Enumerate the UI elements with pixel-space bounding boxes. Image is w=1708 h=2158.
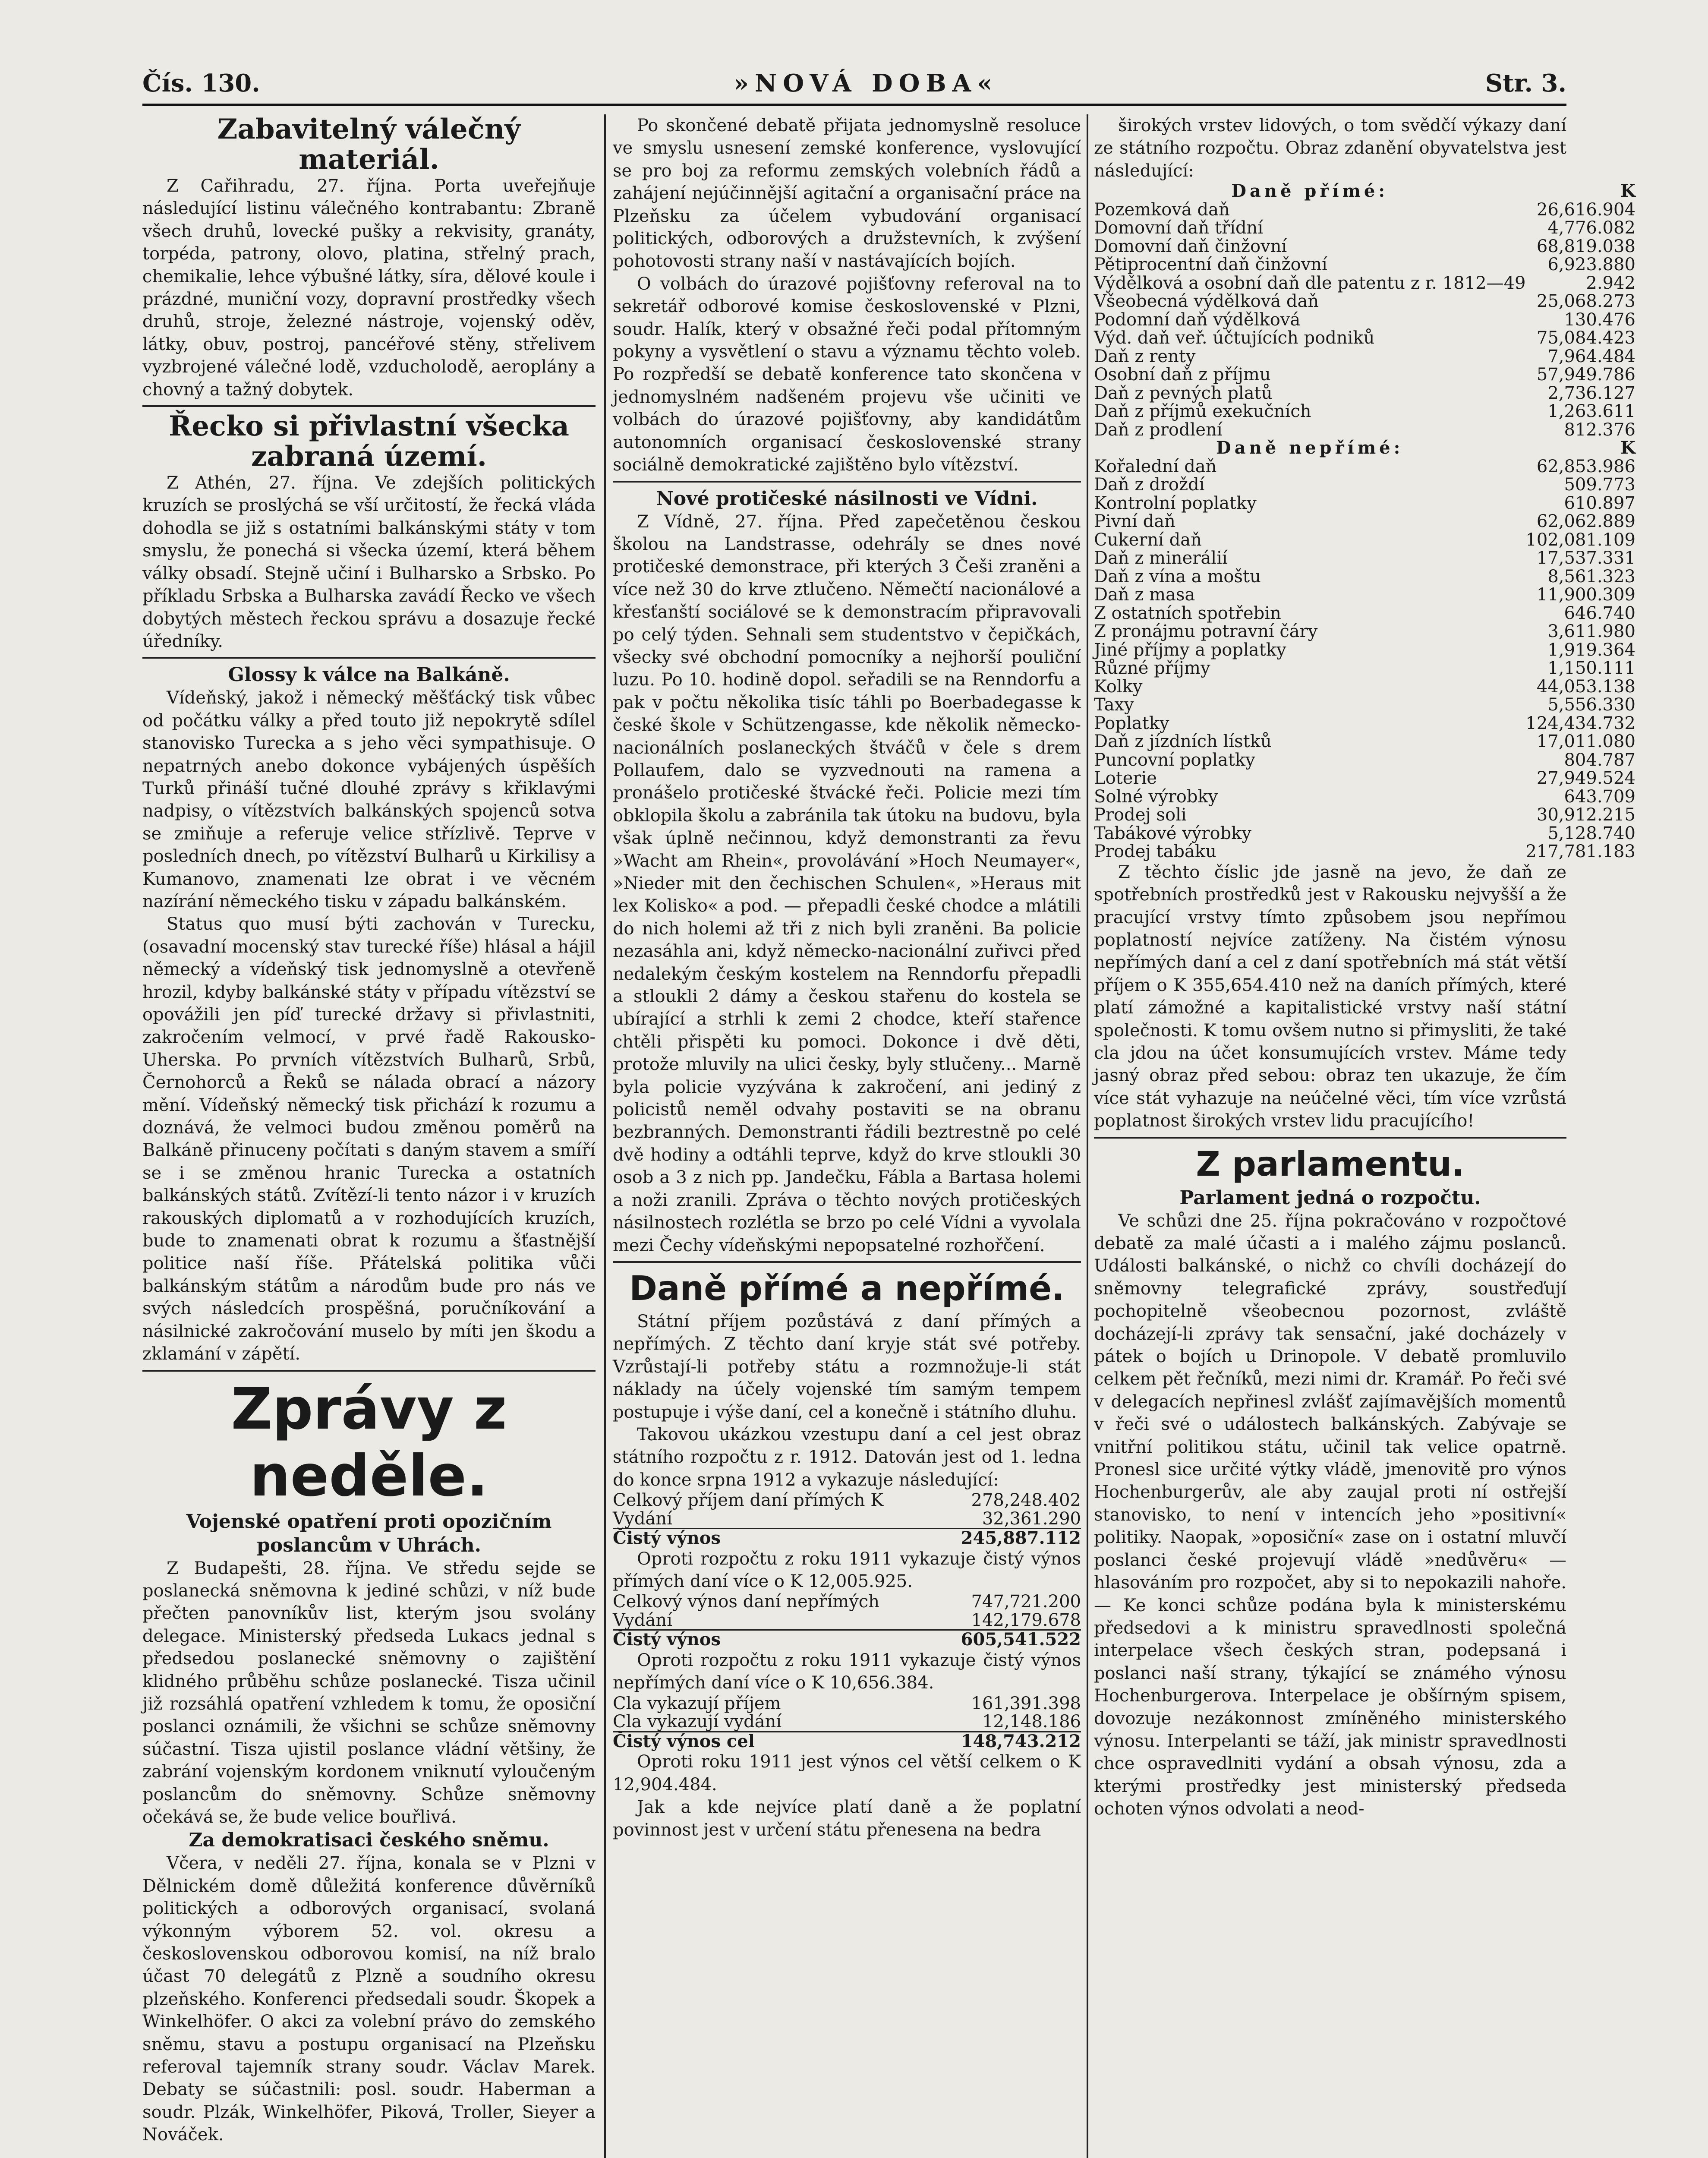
article-text: Po skončené debatě přijata jednomyslně resoluce ve smyslu usnesení zemské konference, vyslovující se pro boj za reformu zemských volebních řádů a zahájení nejúčinnější agitační a organisační práce na Plzeňsku za účelem vybudování organisací politických, odborových a družstevních, k zvýšení pohotovosti strany naší v nastávajících bojích. [613, 116, 1081, 271]
article-text: širokých vrstev lidových, o tom svědčí výkazy daní ze státního rozpočtu. Obraz zdanění obyvatelstva jest následující: [1094, 116, 1566, 181]
column-2 [613, 114, 1081, 2158]
tax-row: Výd. daň veř. účtujících podniků 75,084.423 [1094, 328, 1636, 348]
tax-row: Pivní daň 62,062.889 [1094, 511, 1636, 532]
tax-row: Výdělková a osobní daň dle patentu z r. 1812—49 2.942 [1094, 273, 1636, 293]
tax-row: Prodej tabáku 217,781.183 [1094, 842, 1636, 862]
article-text: Oproti rozpočtu z roku 1911 vykazuje čistý výnos přímých daní více o K 12,005.925. [613, 1549, 1081, 1592]
tax-row: Domovní daň třídní 4,776.082 [1094, 218, 1636, 238]
tax-row: Daň z vína a moštu 8,561.323 [1094, 566, 1636, 587]
article-text: Z Vídně, 27. října. Před zapečetěnou českou školou na Landstrasse, odehrály se dnes nové protičeské demonstrace, při kterých 3 Češi zraněni a více než 30 do krve ztlučeno. Němečtí nacionálové a křesťanští sociálové se k demonstracím připravovali po celý týden. Sehnali sem studentstvo v čepičkách, všecky své obchodní pomocníky a nejhorší pouliční luzu. Po 10. hodině dopol. seřadili se na Renndorfu a pak v počtu několika tisíc táhli po Boerbadegasse k české škole v Schützengasse, kde několik německo-nacionálních poslaneckých štváčů v čele s drem Pollaufem, dalo se vyzvednouti na ramena a pronášelo protičeské štvácké řeči. Policie mezi tím obklopila školu a zabránila tak útoku na budovu, byla však úplně nečinnou, když demonstranti za řevu »Wacht am Rhein«, provolávání »Hoch Neumayer«, »Nieder mit den čechischen Schulen«, »Heraus mit lex Kolisko« a pod. — přepadli české chodce a mlátili do nich holemi až tři z nich byli zraněni. Ba policie nezasáhla ani, když německo-nacionální zuřivci před nedalekým českým kostelem na Renndorfu přepadli a stloukli 2 dámy a českou stařenu do kostela se ubírající a strhli k zemi 2 chodce, kteří stařence chtěli přispěti ku pomoci. Dokonce i dvě děti, protože mluvily na ulici česky, byly stlučeny... Marně byla policie vyzývána k zakročení, ani jediný z policistů neměl odvahy postaviti se na obranu bezbranných. Demonstranti řádili beztrestně po celé dvě hodiny a odtáhli teprve, když do krve stloukli 30 osob a 3 z nich pp. Jandečku, Fábla a Bartasa holemi a noži zranili. Zpráva o těchto nových protičeských násilnostech rozlétla se brzo po celé Vídni a vyvolala mezi Čechy vídeňskými nepopsatelné rozhořčení. [613, 511, 1081, 1256]
direct-taxes-table: Daně přímé: K Pozemková daň 26,616.904 Domovní daň třídní 4,776.082 Domovní daň činžovní 68,819.038 Pětiprocentní daň činžovní 6,923.880 Výdělková a osobní daň dle patentu z r. 1812—49 2.942 Všeobecná výdělková daň 25,068.273 Podomní daň výdělková 130.476 Výd. daň veř. účtujících podniků 75,084.423 Daň z renty 7,964.484 Osobní daň z příjmu 57,949.786 Daň z pevných platů 2,736.127 Daň z příjmů exekučních 1,263.611 Daň z prodlení 812.376 Daně nepřímé: K Kořalední daň 62,853.986 Daň z droždí 509.773 Kontrolní poplatky 610.897 Pivní daň 62,062.889 Cukerní daň 102,081.109 Daň z minerálií 17,537.331 Daň z vína a moštu 8,561.323 Daň z masa 11,900.309 Z ostatních spotřebin 646.740 Z pronájmu potravní čáry 3,611.980 Jiné příjmy a poplatky 1,919.364 Různé příjmy 1,150.111 Kolky 44,053.138 Taxy 5,556.330 Poplatky 124,434.732 Daň z jízdních lístků 17,011.080 Puncovní poplatky 804.787 Loterie 27,949.524 Solné výrobky 643.709 Prodej soli 30,912.215 Tabákové výrobky 5,128.740 Prodej tabáku 217,781.183 [1094, 181, 1636, 862]
newspaper-title: »NOVÁ DOBA« [734, 69, 999, 98]
tax-row: Taxy 5,556.330 [1094, 695, 1636, 715]
tax-row: Daň z droždí 509.773 [1094, 475, 1636, 495]
tax-row: Jiné příjmy a poplatky 1,919.364 [1094, 640, 1636, 660]
column-rule [1087, 114, 1088, 2158]
article-text: Takovou ukázkou vzestupu daní a cel jest obraz státního rozpočtu z r. 1912. Datován jest od 1. ledna do konce srpna 1912 a vykazuje následující: [613, 1424, 1081, 1490]
article-text: Oproti roku 1911 jest výnos cel větší celkem o K 12,904.484. [613, 1752, 1081, 1795]
tax-row: Daň z prodlení 812.376 [1094, 420, 1636, 440]
masthead [142, 65, 1566, 106]
tax-row: Daň z minerálií 17,537.331 [1094, 548, 1636, 568]
article-text: Status quo musí býti zachován v Turecku, (osavadní mocenský stav turecké říše) hlásal a hájil německý a vídeňský tisk jednomyslně a otevřeně hrozil, kdyby balkánské státy v případu vítězství se opovážili jen píď turecké državy si přivlastniti, zakročením velmocí, v prvé řadě Rakousko-Uherska. Po prvních vítězstvích Bulharů, Srbů, Černohorců a Řeků se nálada obrací a názory mění. Vídeňský německý tisk přichází k rozumu a doznává, že velmoci budou změnou poměrů na Balkáně přinuceny počítati s daným stavem a smíří se i se změnou hranic Turecka a ostatních balkánských států. Zvítězí-li tento názor i v kruzích rakouských diplomatů a v rozhodujících kruzích, bude to znamenati obrat k rozumu a šťastnější politice naší říše. Přátelská politika vůči balkánským státům a národům bude pro nás ve svých následcích prospěšná, poručníkování a násilnické zakročování muselo by míti jen škodu a zklamání v zápětí. [142, 914, 596, 1364]
column-rule [604, 114, 606, 2158]
tax-row: Kolky 44,053.138 [1094, 676, 1636, 697]
tax-row: Kořalední daň 62,853.986 [1094, 456, 1636, 476]
article-headline: Za demokratisaci českého sněmu. [189, 1829, 549, 1852]
tax-row: Daň z jízdních lístků 17,011.080 [1094, 732, 1636, 752]
tax-row: Loterie 27,949.524 [1094, 768, 1636, 789]
tax-row: Z ostatních spotřebin 646.740 [1094, 603, 1636, 623]
tax-row: Kontrolní poplatky 610.897 [1094, 493, 1636, 513]
tax-row: Daň z masa 11,900.309 [1094, 585, 1636, 605]
article-text: Z Athén, 27. října. Ve zdejších politických kruzích se proslýchá se vší určitostí, že řecká vláda dohodla se již s ostatními balkánskými státy v tom smyslu, že ponechá si všecka území, která během války obsadí. Stejně učiní i Bulharsko a Srbsko. Po příkladu Srbska a Bulharska zavádí Řecko ve všech dobytých městech řeckou správu a dosazuje řecké úředníky. [142, 473, 596, 651]
article-headline: Zabavitelný válečný materiál. [217, 113, 521, 176]
article-text: Z Budapešti, 28. října. Ve středu sejde se poslanecká sněmovna k jediné schůzi, v níž bude přečten panovníkův list, kterým jsou svolány delegace. Ministerský předseda Lukacs jednal s předsedou poslanecké sněmovny o zajištění klidného průběhu schůze poslanecké. Tisza učinil již rozsáhlá opatření vzhledem k tomu, že oposiční poslanci oznámili, že všichni se schůze sněmovny súčastní. Tisza ujistil poslance vládní většiny, že zabrání vojenským kordonem vniknutí vyloučeným poslancům do sněmovny. Schůze sněmovny očekává se, že bude velice bouřlivá. [142, 1558, 596, 1827]
article-headline: Nové protičeské násilnosti ve Vídni. [656, 487, 1038, 510]
tax-row: Daň z pevných platů 2,736.127 [1094, 383, 1636, 403]
article-text: Oproti rozpočtu z roku 1911 vykazuje čistý výnos nepřímých daní více o K 10,656.384. [613, 1650, 1081, 1693]
section-headline: Daně přímé a nepřímé. [629, 1269, 1065, 1308]
tax-row: Daň z renty 7,964.484 [1094, 346, 1636, 366]
article-text: Státní příjem pozůstává z daní přímých a nepřímých. Z těchto daní kryje stát své potřeby. Vzrůstají-li potřeby státu a rozmnožuje-li stát náklady na účely vojenské tím samým tempem postupuje i výše daní, cel a konečně i státního dluhu. [613, 1311, 1081, 1422]
tax-row: Poplatky 124,434.732 [1094, 713, 1636, 733]
article-text: Z těchto číslic jde jasně na jevo, že daň ze spotřebních prostředků jest v Rakousku nejvyšší a že pracující vrstvy tímto způsobem jsou nepřímou poplatností nejvíce zatíženy. Na čistém výnosu nepřímých daní a cel z daní spotřebních má stát větší příjem o K 355,654.410 než na daních přímých, které platí zámožné a kapitalistické vrstvy naší státní společnosti. K tomu ovšem nutno si přimysliti, že také cla jdou na účet konsumujících vrstev. Máme tedy jasný obraz před sebou: obraz ten ukazuje, že čím více stát vyhazuje na neúčelné věci, tím více vzrůstá poplatnost širokých vrstev lidu pracujícího! [1094, 862, 1566, 1131]
tax-row: Podomní daň výdělková 130.476 [1094, 309, 1636, 330]
column-3 [1094, 114, 1636, 2158]
article-headline: Glossy k válce na Balkáně. [228, 664, 510, 686]
article-text: Ve schůzi dne 25. října pokračováno v rozpočtové debatě za malé účasti a i malého zájmu poslanců. Události balkánské, o nichž co chvíli docházejí do sněmovny telegrafické zprávy, soustřeďují pochopitelně všeobecnou pozornost, zvláště docházejí-li zprávy tak sensační, jaké docházely v pátek o bojích u Drinopole. V debatě promluvilo celkem pět řečníků, mezi nimi dr. Kramář. Po řeči své v delegacích nepřinesl zvlášť zajímavějších momentů v řeči své o událostech balkánských. Zabývaje se vnitřní politikou státu, učinil tak velice opatrně. Pronesl sice určité výtky vládě, jmenovitě pro výnos Hochenburgerův, ale aby zaujal proti ní ostřejší stanovisko, to není v intencích jeho »positivní« politiky. Naopak, »oposiční« zase on i ostatní mluvčí poslanci české projevují vládě »nedůvěru« — hlasováním pro rozpočet, aby si to nepokazili nahoře. — Ke konci schůze podána byla k ministerskému předsedovi a k ministru spravedlnosti společná interpelace všech českých stran, podepsaná i poslanci naší strany, týkající se známého výnosu Hochenburgerova. Interpelace je obšírným spisem, dovozuje nezákonnost zmíněného ministerského výnosu. Interpelanti se táží, jak ministr spravedlnosti chce ospravedlniti vydání a obsah výnosu, zda a kterými prostředky jest ministerský předseda ochoten výnos odvolati a neod- [1094, 1211, 1566, 1819]
column-1 [142, 114, 596, 2158]
tax-row: Puncovní poplatky 804.787 [1094, 750, 1636, 770]
tax-row: Z pronájmu potravní čáry 3,611.980 [1094, 622, 1636, 642]
tax-row: Osobní daň z příjmu 57,949.786 [1094, 365, 1636, 385]
tax-row: Pozemková daň 26,616.904 [1094, 199, 1636, 220]
customs-table: Cla vykazují příjem 161,391.398 Cla vykazují vydání 12,148.186 Čistý výnos cel 148,743.212 [613, 1693, 1081, 1751]
article-text: Vídeňský, jakož i německý měšťácký tisk vůbec od počátku války a před touto již nepokrytě sdílel stanovisko Turecka a s jeho věci sympathisuje. O nepatrných anebo dokonce vybájených úspěších Turků přináší tučné dlouhé zprávy s křiklavými nadpisy, o vítězstvích balkánských spojenců sotva se zmiňuje a referuje velice střízlivě. Teprve v posledních dnech, po vítězství Bulharů u Kirkilisy a Kumanovo, znamenati lze obrat i ve věcném nazírání německého tisku v západu balkánském. [142, 688, 596, 912]
article-headline: Parlament jedná o rozpočtu. [1179, 1186, 1481, 1209]
section-headline: Z parlamentu. [1196, 1145, 1465, 1184]
article-headline: Řecko si přivlastní všecka zabraná území. [169, 410, 569, 473]
tax-row: Daň z příjmů exekučních 1,263.611 [1094, 401, 1636, 422]
tax-row: Cukerní daň 102,081.109 [1094, 530, 1636, 550]
article-text: Z Cařihradu, 27. října. Porta uveřejňuje následující listinu válečného kontrabantu: Zbraně všech druhů, lovecké pušky a rekvisity, granáty, torpéda, patrony, olovo, platina, střelný prach, chemikalie, lehce výbušné látky, síra, dělové koule i prázdné, muniční vozy, dopravní prostředky všech druhů, stroje, železné nástroje, vojenský oděv, látky, obuv, postroj, pancéřové stěny, střelivem vyzbrojené válečné lodě, vzducholodě, aeroplány a chovný a tažný dobytek. [142, 176, 596, 400]
tax-table-direct: Celkový příjem daní přímých K 278,248.402 Vydání 32,361.290 Čistý výnos 245,887.112 [613, 1490, 1081, 1549]
tax-row: Různé příjmy 1,150.111 [1094, 658, 1636, 678]
issue-number: Čís. 130. [142, 69, 260, 98]
page-number: Str. 3. [1485, 69, 1566, 98]
tax-row: Solné výrobky 643.709 [1094, 786, 1636, 807]
tax-row: Prodej soli 30,912.215 [1094, 805, 1636, 825]
section-headline: Zprávy z neděle. [231, 1376, 507, 1509]
article-text: Včera, v neděli 27. října, konala se v Plzni v Dělnickém domě důležitá konference důvěrníků politických a odborových organisací, svolaná výkonným výborem 52. vol. okresu a československou odborovou komisí, na níž bralo účast 70 delegátů z Plzně a soudního okresu plzeňského. Konferenci předsedali soudr. Škopek a Winkelhöfer. O akci za volební právo do zemského sněmu, stavu a postupu organisací na Plzeňsku referoval tajemník strany soudr. Václav Marek. Debaty se súčastnili: posl. soudr. Haberman a soudr. Plzák, Winkelhöfer, Piková, Troller, Sieyer a Nováček. [142, 1853, 596, 2145]
tax-table-indirect: Celkový výnos daní nepřímých 747,721.200 Vydání 142,179.678 Čistý výnos 605,541.522 [613, 1592, 1081, 1650]
article-text: O volbách do úrazové pojišťovny referoval na to sekretář odborové komise československé v Plzni, soudr. Halík, který v obsažné řeči podal přítomným pokyny a vysvětlení o stavu a významu těchto voleb. Po rozpředší se debatě konference tato skončena v jednomyslném nadšeném projevu vše učiniti ve volbách do úrazové pojišťovny, aby kandidátům autonomních organisací československé strany sociálně demokratické zajištěno bylo vítězství. [613, 274, 1081, 475]
tax-row: Pětiprocentní daň činžovní 6,923.880 [1094, 255, 1636, 275]
article-text: Jak a kde nejvíce platí daně a že poplatní povinnost jest v určení státu přenesena na bedra [613, 1797, 1081, 1840]
tax-row: Tabákové výrobky 5,128.740 [1094, 823, 1636, 843]
article-headline: Vojenské opatření proti opozičním poslancům v Uhrách. [186, 1510, 552, 1556]
tax-row: Domovní daň činžovní 68,819.038 [1094, 236, 1636, 256]
tax-row: Všeobecná výdělková daň 25,068.273 [1094, 291, 1636, 312]
